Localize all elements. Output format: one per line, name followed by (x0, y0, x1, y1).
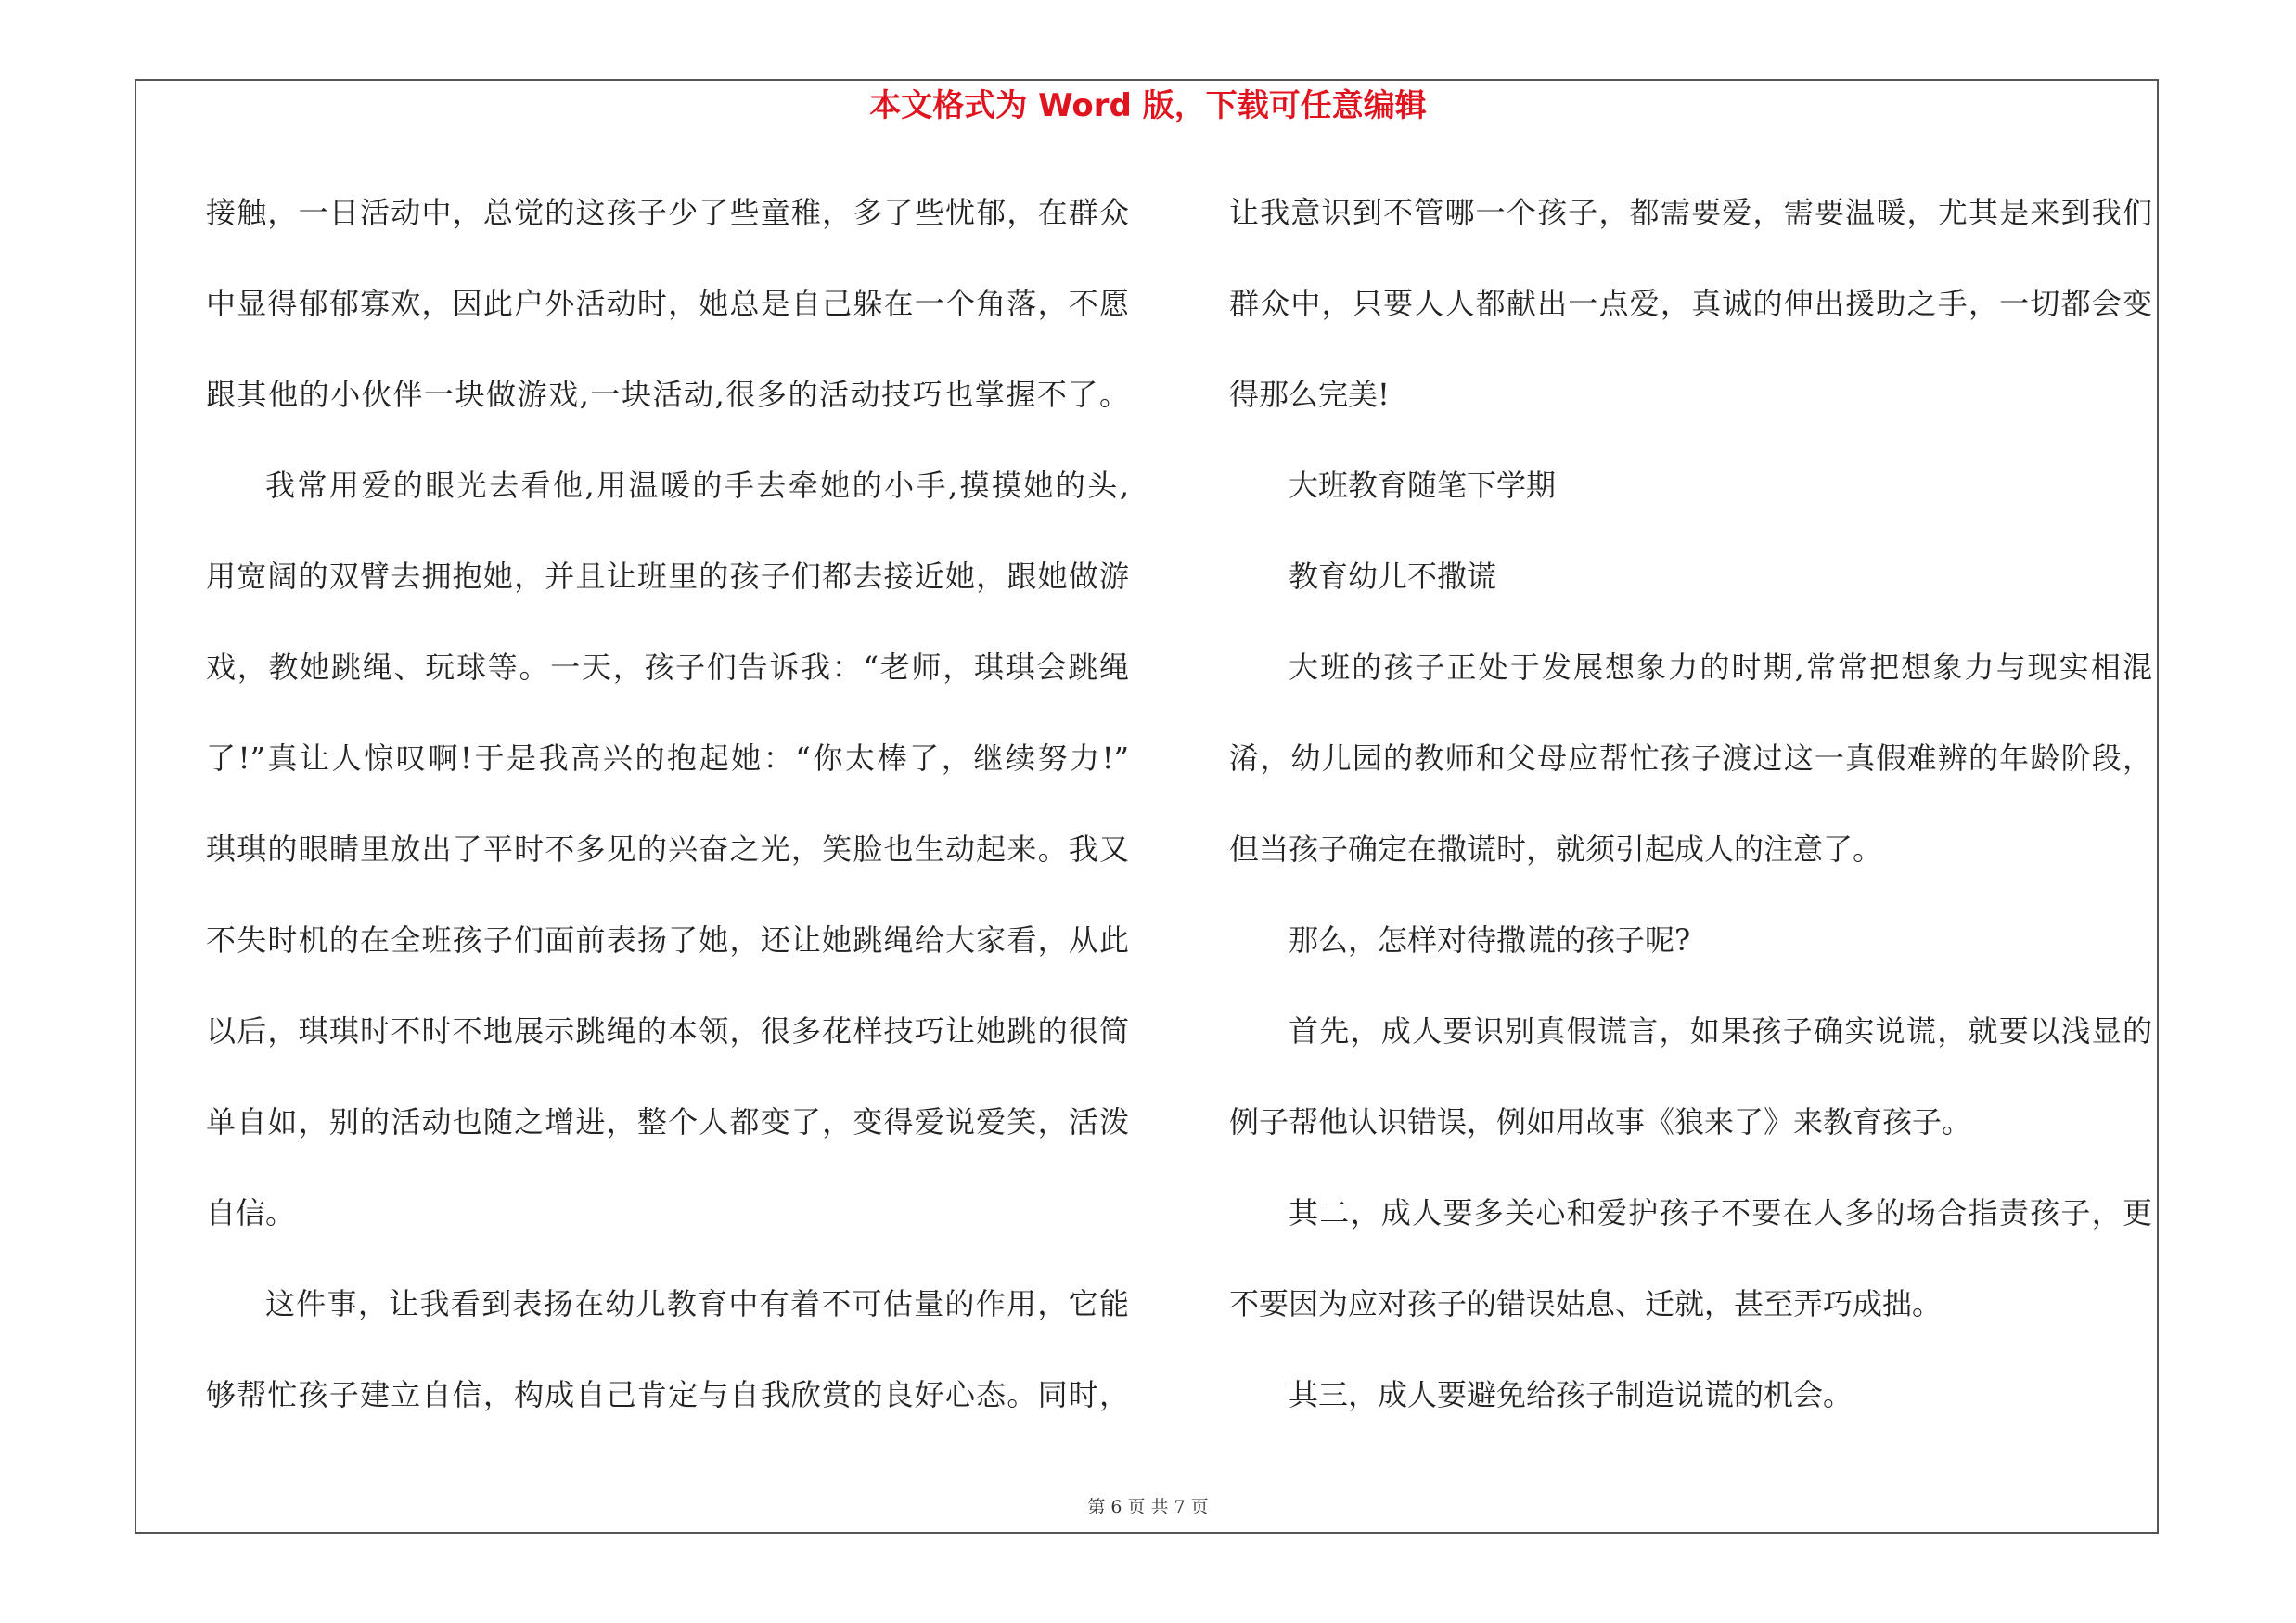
text-line: 不失时机的在全班孩子们面前表扬了她，还让她跳绳给大家看，从此 (206, 922, 1129, 958)
text-line: 淆，幼儿园的教师和父母应帮忙孩子渡过这一真假难辨的年龄阶段， (1229, 741, 2152, 776)
paragraph-start-line: 其二，成人要多关心和爱护孩子不要在人多的场合指责孩子，更 (1289, 1195, 2152, 1230)
text-line: 戏，教她跳绳、玩球等。一天，孩子们告诉我：“老师，琪琪会跳绳 (206, 650, 1129, 685)
section-title: 大班教育随笔下学期 (1289, 468, 1557, 503)
paragraph-start-line: 这件事，让我看到表扬在幼儿教育中有着不可估量的作用，它能 (265, 1286, 1129, 1321)
section-subtitle: 教育幼儿不撒谎 (1289, 559, 1497, 594)
text-line: 让我意识到不管哪一个孩子，都需要爱，需要温暖，尤其是来到我们 (1229, 195, 2152, 230)
paragraph-end-line: 例子帮他认识错误，例如用故事《狼来了》来教育孩子。 (1229, 1104, 1972, 1140)
header-banner: 本文格式为 Word 版，下载可任意编辑 (869, 87, 1427, 124)
paragraph-line: 那么，怎样对待撒谎的孩子呢? (1289, 922, 1691, 958)
text-line: 中显得郁郁寡欢，因此户外活动时，她总是自己躲在一个角落，不愿 (206, 286, 1129, 321)
paragraph-start-line: 大班的孩子正处于发展想象力的时期,常常把想象力与现实相混 (1289, 650, 2152, 685)
text-line: 了!”真让人惊叹啊!于是我高兴的抱起她：“你太棒了，继续努力!” (206, 741, 1129, 776)
text-line: 跟其他的小伙伴一块做游戏,一块活动,很多的活动技巧也掌握不了。 (206, 377, 1129, 412)
paragraph-end-line: 得那么完美! (1229, 377, 1390, 412)
right-column (1229, 182, 2152, 1455)
page-number: 第 6 页 共 7 页 (1087, 1497, 1209, 1517)
text-line: 琪琪的眼睛里放出了平时不多见的兴奋之光，笑脸也生动起来。我又 (206, 831, 1129, 867)
text-line: 用宽阔的双臂去拥抱她，并且让班里的孩子们都去接近她，跟她做游 (206, 559, 1129, 594)
text-line: 接触，一日活动中，总觉的这孩子少了些童稚，多了些忧郁，在群众 (206, 195, 1129, 230)
paragraph-start-line: 我常用爱的眼光去看他,用温暖的手去牵她的小手,摸摸她的头, (265, 468, 1129, 503)
left-column (206, 182, 1129, 1455)
text-line: 以后，琪琪时不时不地展示跳绳的本领，很多花样技巧让她跳的很简 (206, 1013, 1129, 1049)
text-line: 群众中，只要人人都献出一点爱，真诚的伸出援助之手，一切都会变 (1229, 286, 2152, 321)
paragraph-end-line: 自信。 (206, 1195, 296, 1230)
text-line: 够帮忙孩子建立自信，构成自己肯定与自我欣赏的良好心态。同时， (206, 1377, 1129, 1412)
paragraph-line: 其三，成人要避免给孩子制造说谎的机会。 (1289, 1377, 1853, 1412)
paragraph-end-line: 不要因为应对孩子的错误姑息、迁就，甚至弄巧成拙。 (1229, 1286, 1943, 1321)
paragraph-end-line: 但当孩子确定在撒谎时，就须引起成人的注意了。 (1229, 831, 1883, 867)
paragraph-start-line: 首先，成人要识别真假谎言，如果孩子确实说谎，就要以浅显的 (1289, 1013, 2152, 1049)
text-line: 单自如，别的活动也随之增进，整个人都变了，变得爱说爱笑，活泼 (206, 1104, 1129, 1140)
